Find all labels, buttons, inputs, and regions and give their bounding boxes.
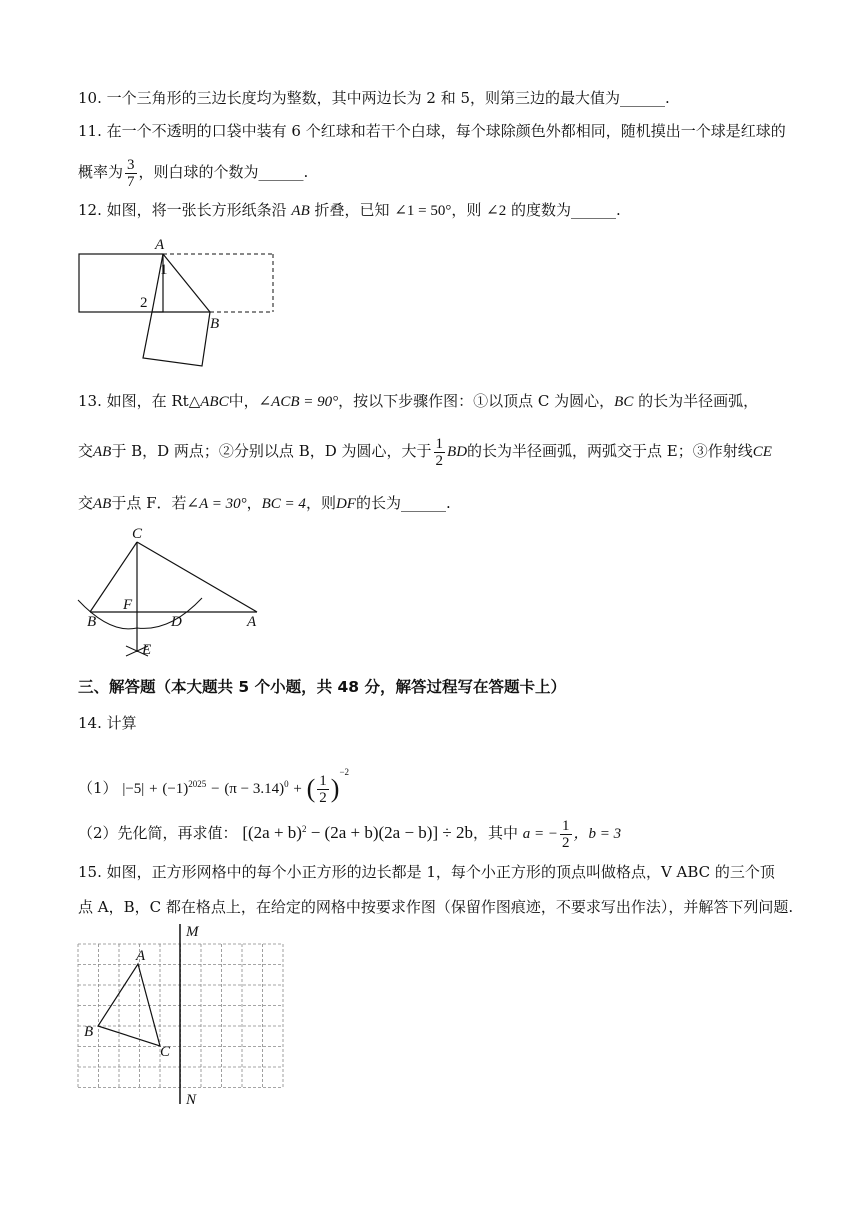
q13-text-l2a: 交 [78,442,94,460]
fold-line-ab [163,254,210,312]
segment-bd: BD [447,444,468,460]
ray-ce: CE [752,444,772,460]
q12-text-post: 的度数为______. [511,201,621,219]
minus-sign: − [211,781,220,797]
section-3-heading: 三、解答题（本大题共 5 个小题，共 48 分，解答过程写在答题卡上） [78,678,566,696]
plus-sign-1: + [149,781,158,797]
q11-text-post: ，则白球的个数为______. [138,163,309,181]
question-14-part1 [78,752,349,809]
q12-text-mid: 折叠，已知 [314,201,390,219]
label-a: A [155,237,165,253]
angle-acb: ∠ACB = 90° [258,394,339,410]
folded-part [143,312,210,366]
segment-bc: BC [614,394,634,410]
q13-text: 13. 如图，在 Rt△ [78,392,201,410]
part1-label: （1） [78,779,118,797]
pi-minus-314: (π − 3.14) [224,781,285,797]
label-n: N [186,1092,197,1108]
strip-left-rect [79,254,163,312]
probability-fraction [125,157,137,190]
label-m: M [186,924,199,940]
angle-1-value: ∠1 = 50° [394,203,452,219]
q13-text-l2c: 的长为半径画弧，两弧交于点 E；③作射线 [467,442,753,460]
q12-text-mid2: ，则 [451,201,482,219]
q13-text-l3a: 交 [78,494,94,512]
p1-half-den: 2 [319,789,327,806]
side-ca [137,542,257,612]
label-1: 1 [160,262,168,278]
angle-a: ∠A = 30° [186,496,247,512]
exponent-2025: 2025 [188,779,207,789]
expr-part-a: [(2a + b) [242,823,302,842]
fraction-denominator: 7 [127,173,135,190]
label-b-13: B [87,614,97,630]
paren-open: ( [306,774,316,803]
a-fraction [560,818,572,851]
segment-ab: AB [291,203,310,219]
neg-one: (−1) [162,781,189,797]
segment-ab-13b: AB [93,496,112,512]
exponent-neg2: −2 [339,767,350,777]
half-denominator: 2 [435,452,444,469]
q13-text-c: ，按以下步骤作图：①以顶点 C 为圆心， [338,392,615,410]
expr-part-b: − (2a + b)(2a − b)] ÷ 2b [306,823,473,842]
a-den: 2 [562,834,570,851]
exponent-2: 2 [301,824,307,834]
question-11-line1: 11. 在一个不透明的口袋中装有 6 个红球和若干个白球，每个球除颜色外都相同，随机摸出一个球是红球的 [78,122,786,140]
p1-half-num: 1 [319,772,327,789]
question-12 [78,200,621,221]
fraction-numerator: 3 [127,156,135,173]
question-13-line3 [78,493,451,514]
segment-ab-13: AB [93,444,112,460]
a-equals: a = − [522,826,558,842]
q11-text: 概率为 [78,163,124,181]
a-num: 1 [562,817,570,834]
question-15-line2: 点 A，B，C 都在格点上，在给定的网格中按要求作图（保留作图痕迹，不要求写出作法），并解答下列问题. [78,898,794,916]
label-d: D [171,614,182,630]
label-2: 2 [140,295,148,311]
label-f: F [123,597,133,613]
q15-grid-figure [70,922,300,1112]
question-13-line1 [78,391,758,412]
label-b-15: B [84,1024,94,1040]
label-c-15: C [160,1044,171,1060]
question-13-line2 [78,433,772,470]
triangle-abc-grid [98,964,160,1046]
question-11-line2 [78,154,308,190]
label-c: C [132,526,143,542]
q13-text-l3b: 于点 F．若 [111,494,187,512]
q13-text-l2b: 于 B，D 两点；②分别以点 B，D 为圆心，大于 [111,442,432,460]
question-10: 10. 一个三角形的三边长度均为整数，其中两边长为 2 和 5，则第三边的最大值为______. [78,89,670,107]
part2-label: （2）先化简，再求值： [78,824,238,842]
triangle-abc: ABC [200,394,229,410]
q13-text-l3e: 的长为______. [355,494,451,512]
label-b: B [210,316,220,332]
question-14-title: 14. 计算 [78,714,137,732]
q13-figure [70,524,280,664]
b-equals: ，b = 3 [573,826,622,842]
half-fraction [434,436,446,469]
where-text: ，其中 [472,824,518,842]
angle-2: ∠2 [486,203,507,219]
label-a-15: A [136,948,146,964]
q13-text-l3d: ，则 [305,494,336,512]
exponent-0: 0 [284,779,289,789]
q12-text: 12. 如图，将一张长方形纸条沿 [78,201,287,219]
label-e: E [142,642,152,658]
paren-close: ) [330,774,340,803]
q13-text-d: 的长为半径画弧， [638,392,759,410]
plus-sign-2: + [293,781,302,797]
bc-value: BC = 4 [261,496,306,512]
q12-figure [70,232,290,372]
half-numerator: 1 [435,435,444,452]
question-14-part2 [78,812,621,851]
q13-text-b: 中， [228,392,259,410]
question-15-line1: 15. 如图，正方形网格中的每个小正方形的边长都是 1，每个小正方形的顶点叫做格点，V ABC 的三个顶 [78,863,775,881]
abs-neg5: |−5| [122,781,145,797]
label-a-13: A [247,614,257,630]
half-fraction-14 [317,773,329,806]
segment-df: DF [335,496,356,512]
q13-text-l3c: ， [246,494,262,512]
